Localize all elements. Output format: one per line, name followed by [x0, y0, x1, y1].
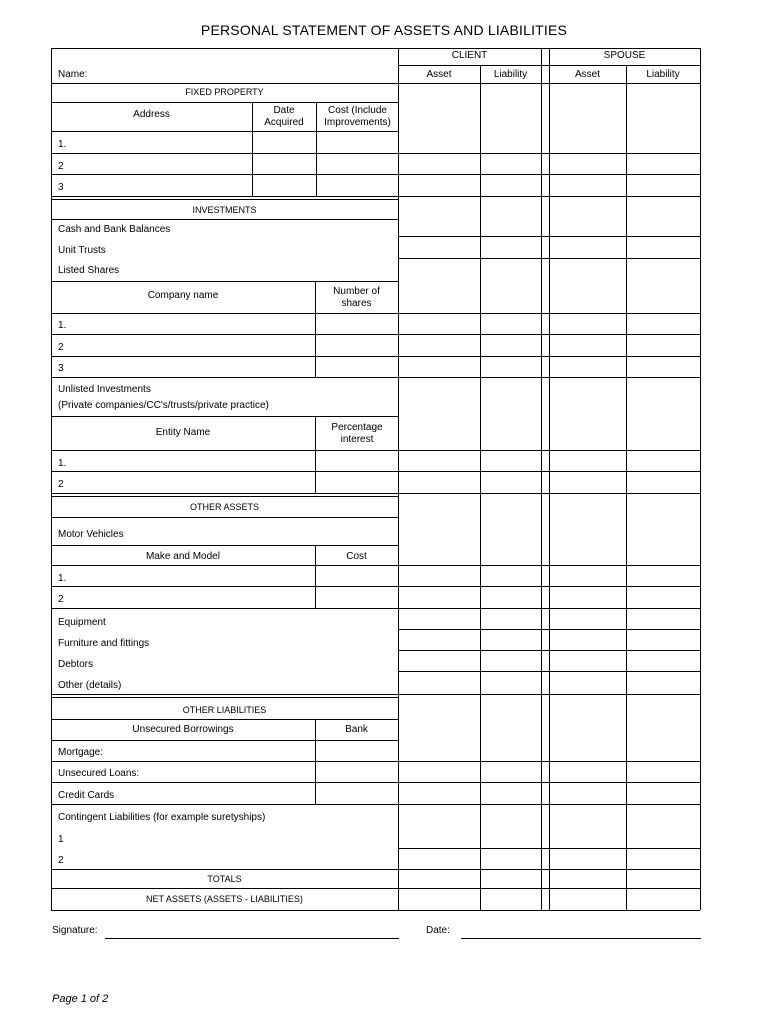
grid-line — [398, 629, 700, 630]
row-number: 2 — [58, 855, 64, 866]
grid-line — [315, 416, 316, 493]
grid-line — [549, 48, 550, 910]
grid-line — [51, 83, 700, 84]
grid-line — [51, 761, 700, 762]
row-number: 2 — [58, 594, 64, 605]
grid-line — [51, 493, 700, 494]
equipment-label: Equipment — [58, 617, 106, 628]
net-assets-label: NET ASSETS (ASSETS - LIABILITIES) — [146, 894, 303, 904]
row-number: 2 — [58, 479, 64, 490]
grid-line — [51, 199, 398, 200]
grid-line — [51, 48, 52, 910]
grid-line — [51, 313, 700, 314]
motor-vehicles-label: Motor Vehicles — [58, 529, 124, 540]
grid-line — [51, 377, 700, 378]
totals-label: TOTALS — [207, 874, 242, 884]
grid-line — [51, 153, 700, 154]
company-name-header: Company name — [147, 290, 219, 301]
grid-line — [51, 496, 398, 497]
grid-line — [398, 48, 399, 910]
listed-shares-label: Listed Shares — [58, 265, 120, 276]
grid-line — [51, 740, 398, 741]
mortgage-label: Mortgage: — [58, 747, 104, 758]
unlisted-investments-note: (Private companies/CC's/trusts/private practice) — [58, 400, 269, 411]
grid-line — [51, 219, 398, 220]
grid-line — [626, 65, 627, 910]
unsecured-borrowings-header: Unsecured Borrowings — [132, 724, 234, 735]
unsecured-loans-label: Unsecured Loans: — [58, 768, 140, 779]
grid-line — [398, 671, 700, 672]
grid-line — [51, 545, 398, 546]
grid-line — [51, 102, 398, 103]
grid-line — [252, 102, 253, 196]
grid-line — [315, 281, 316, 377]
fixed-property-heading: FIXED PROPERTY — [185, 87, 264, 97]
grid-line — [51, 608, 700, 609]
grid-line — [398, 650, 700, 651]
grid-line — [51, 416, 398, 417]
row-number: 3 — [58, 182, 64, 193]
spouse-asset-header: Asset — [574, 69, 600, 80]
spouse-header: SPOUSE — [603, 50, 646, 61]
grid-line — [51, 450, 700, 451]
grid-line — [51, 565, 700, 566]
grid-line — [51, 910, 700, 911]
grid-line — [51, 694, 700, 695]
unlisted-investments-label: Unlisted Investments — [58, 384, 151, 395]
grid-line — [398, 848, 700, 849]
grid-line — [51, 782, 700, 783]
cash-label: Cash and Bank Balances — [58, 224, 171, 235]
other-assets-heading: OTHER ASSETS — [189, 502, 260, 512]
investments-heading: INVESTMENTS — [192, 205, 257, 215]
row-number: 1. — [58, 458, 67, 469]
row-number: 1. — [58, 573, 67, 584]
grid-line — [480, 65, 481, 910]
debtors-label: Debtors — [58, 659, 94, 670]
grid-line — [51, 174, 700, 175]
grid-line — [51, 356, 700, 357]
signature-label: Signature: — [52, 925, 98, 936]
cost-header: Cost (Include Improvements) — [324, 105, 391, 128]
credit-cards-label: Credit Cards — [58, 790, 115, 801]
row-number: 2 — [58, 342, 64, 353]
client-asset-header: Asset — [426, 69, 452, 80]
grid-line — [51, 196, 700, 197]
grid-line — [51, 471, 700, 472]
grid-line — [51, 869, 700, 870]
grid-line — [51, 131, 398, 132]
grid-line — [51, 586, 700, 587]
client-header: CLIENT — [451, 50, 488, 61]
grid-line — [51, 804, 700, 805]
grid-line — [51, 719, 398, 720]
page-number: Page 1 of 2 — [52, 993, 109, 1005]
percentage-interest-header: Percentage interest — [331, 422, 383, 445]
number-of-shares-header: Number of shares — [333, 286, 380, 309]
grid-line — [51, 697, 398, 698]
entity-name-header: Entity Name — [155, 427, 211, 438]
grid-line — [398, 258, 700, 259]
grid-line — [541, 48, 542, 910]
date-line[interactable] — [461, 938, 701, 939]
date-label: Date: — [426, 925, 450, 936]
grid-line — [51, 281, 398, 282]
grid-line — [51, 888, 700, 889]
signature-line[interactable] — [105, 938, 399, 939]
grid-line — [398, 65, 700, 66]
page-title: PERSONAL STATEMENT OF ASSETS AND LIABILITIES — [200, 22, 568, 38]
grid-line — [51, 517, 398, 518]
grid-line — [700, 48, 701, 910]
date-acquired-header: Date Acquired — [264, 105, 304, 128]
unit-trusts-label: Unit Trusts — [58, 245, 106, 256]
row-number: 1 — [58, 834, 64, 845]
row-number: 1. — [58, 139, 67, 150]
grid-line — [316, 102, 317, 196]
address-header: Address — [133, 109, 170, 120]
contingent-liabilities-label: Contingent Liabilities (for example suretyships) — [58, 812, 266, 823]
bank-header: Bank — [345, 724, 368, 735]
row-number: 1. — [58, 320, 67, 331]
row-number: 2 — [58, 161, 64, 172]
client-liability-header: Liability — [493, 69, 528, 80]
grid-line — [51, 334, 700, 335]
cost-header: Cost — [346, 551, 367, 562]
name-label: Name: — [58, 69, 88, 80]
make-model-header: Make and Model — [146, 551, 220, 562]
spouse-liability-header: Liability — [646, 69, 680, 80]
grid-line — [51, 48, 700, 49]
furniture-label: Furniture and fittings — [58, 638, 150, 649]
grid-line — [398, 236, 700, 237]
row-number: 3 — [58, 363, 64, 374]
other-details-label: Other (details) — [58, 680, 122, 691]
other-liabilities-heading: OTHER LIABILITIES — [182, 705, 267, 715]
